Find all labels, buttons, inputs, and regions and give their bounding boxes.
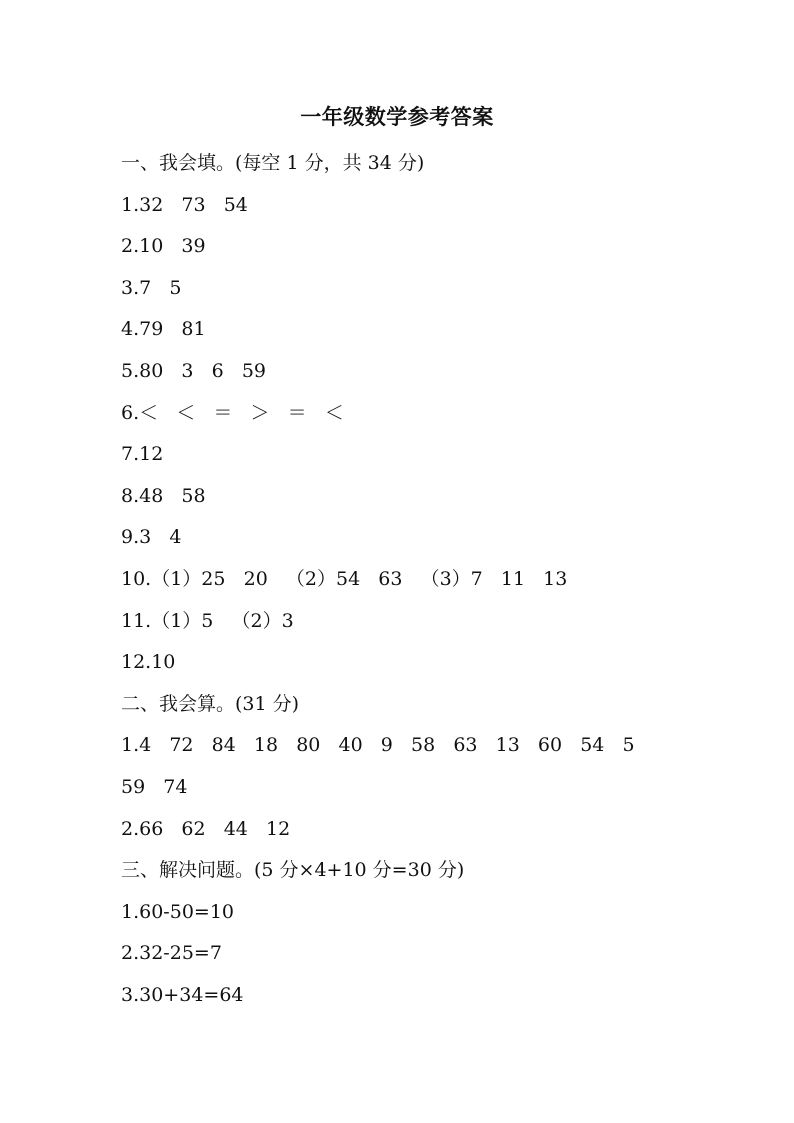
answer-line: 9.3 4	[121, 526, 182, 549]
answer-line-continuation: 59 74	[121, 775, 188, 798]
answer-line: 5.80 3 6 59	[121, 359, 267, 382]
answer-content	[121, 143, 721, 1016]
document-title: 一年级数学参考答案	[300, 105, 494, 129]
answer-line: 10.（1）25 20 （2）54 63 （3）7 11 13	[121, 567, 568, 590]
section-2-heading: 二、我会算。(31 分)	[121, 692, 300, 715]
answer-line: 7.12	[121, 443, 164, 466]
answer-line: 4.79 81	[121, 318, 206, 341]
answer-line: 2.66 62 44 12	[121, 817, 291, 840]
answer-line: 6.＜ ＜ ＝ ＞ ＝ ＜	[121, 401, 344, 424]
answer-line: 1.60-50=10	[121, 900, 234, 923]
answer-line: 1.32 73 54	[121, 193, 248, 216]
answer-line: 11.（1）5 （2）3	[121, 609, 294, 632]
section-1-heading: 一、我会填。(每空 1 分，共 34 分)	[121, 152, 425, 174]
answer-line: 2.32-25=7	[121, 942, 222, 965]
answer-line: 8.48 58	[121, 484, 206, 507]
answer-line: 12.10	[121, 651, 176, 674]
answer-line: 3.30+34=64	[121, 983, 244, 1006]
answer-line: 3.7 5	[121, 276, 182, 299]
answer-line: 2.10 39	[121, 235, 206, 258]
answer-line: 1.4 72 84 18 80 40 9 58 63 13 60 54 5	[121, 734, 635, 757]
section-3-heading: 三、解决问题。(5 分×4+10 分=30 分)	[121, 859, 465, 882]
